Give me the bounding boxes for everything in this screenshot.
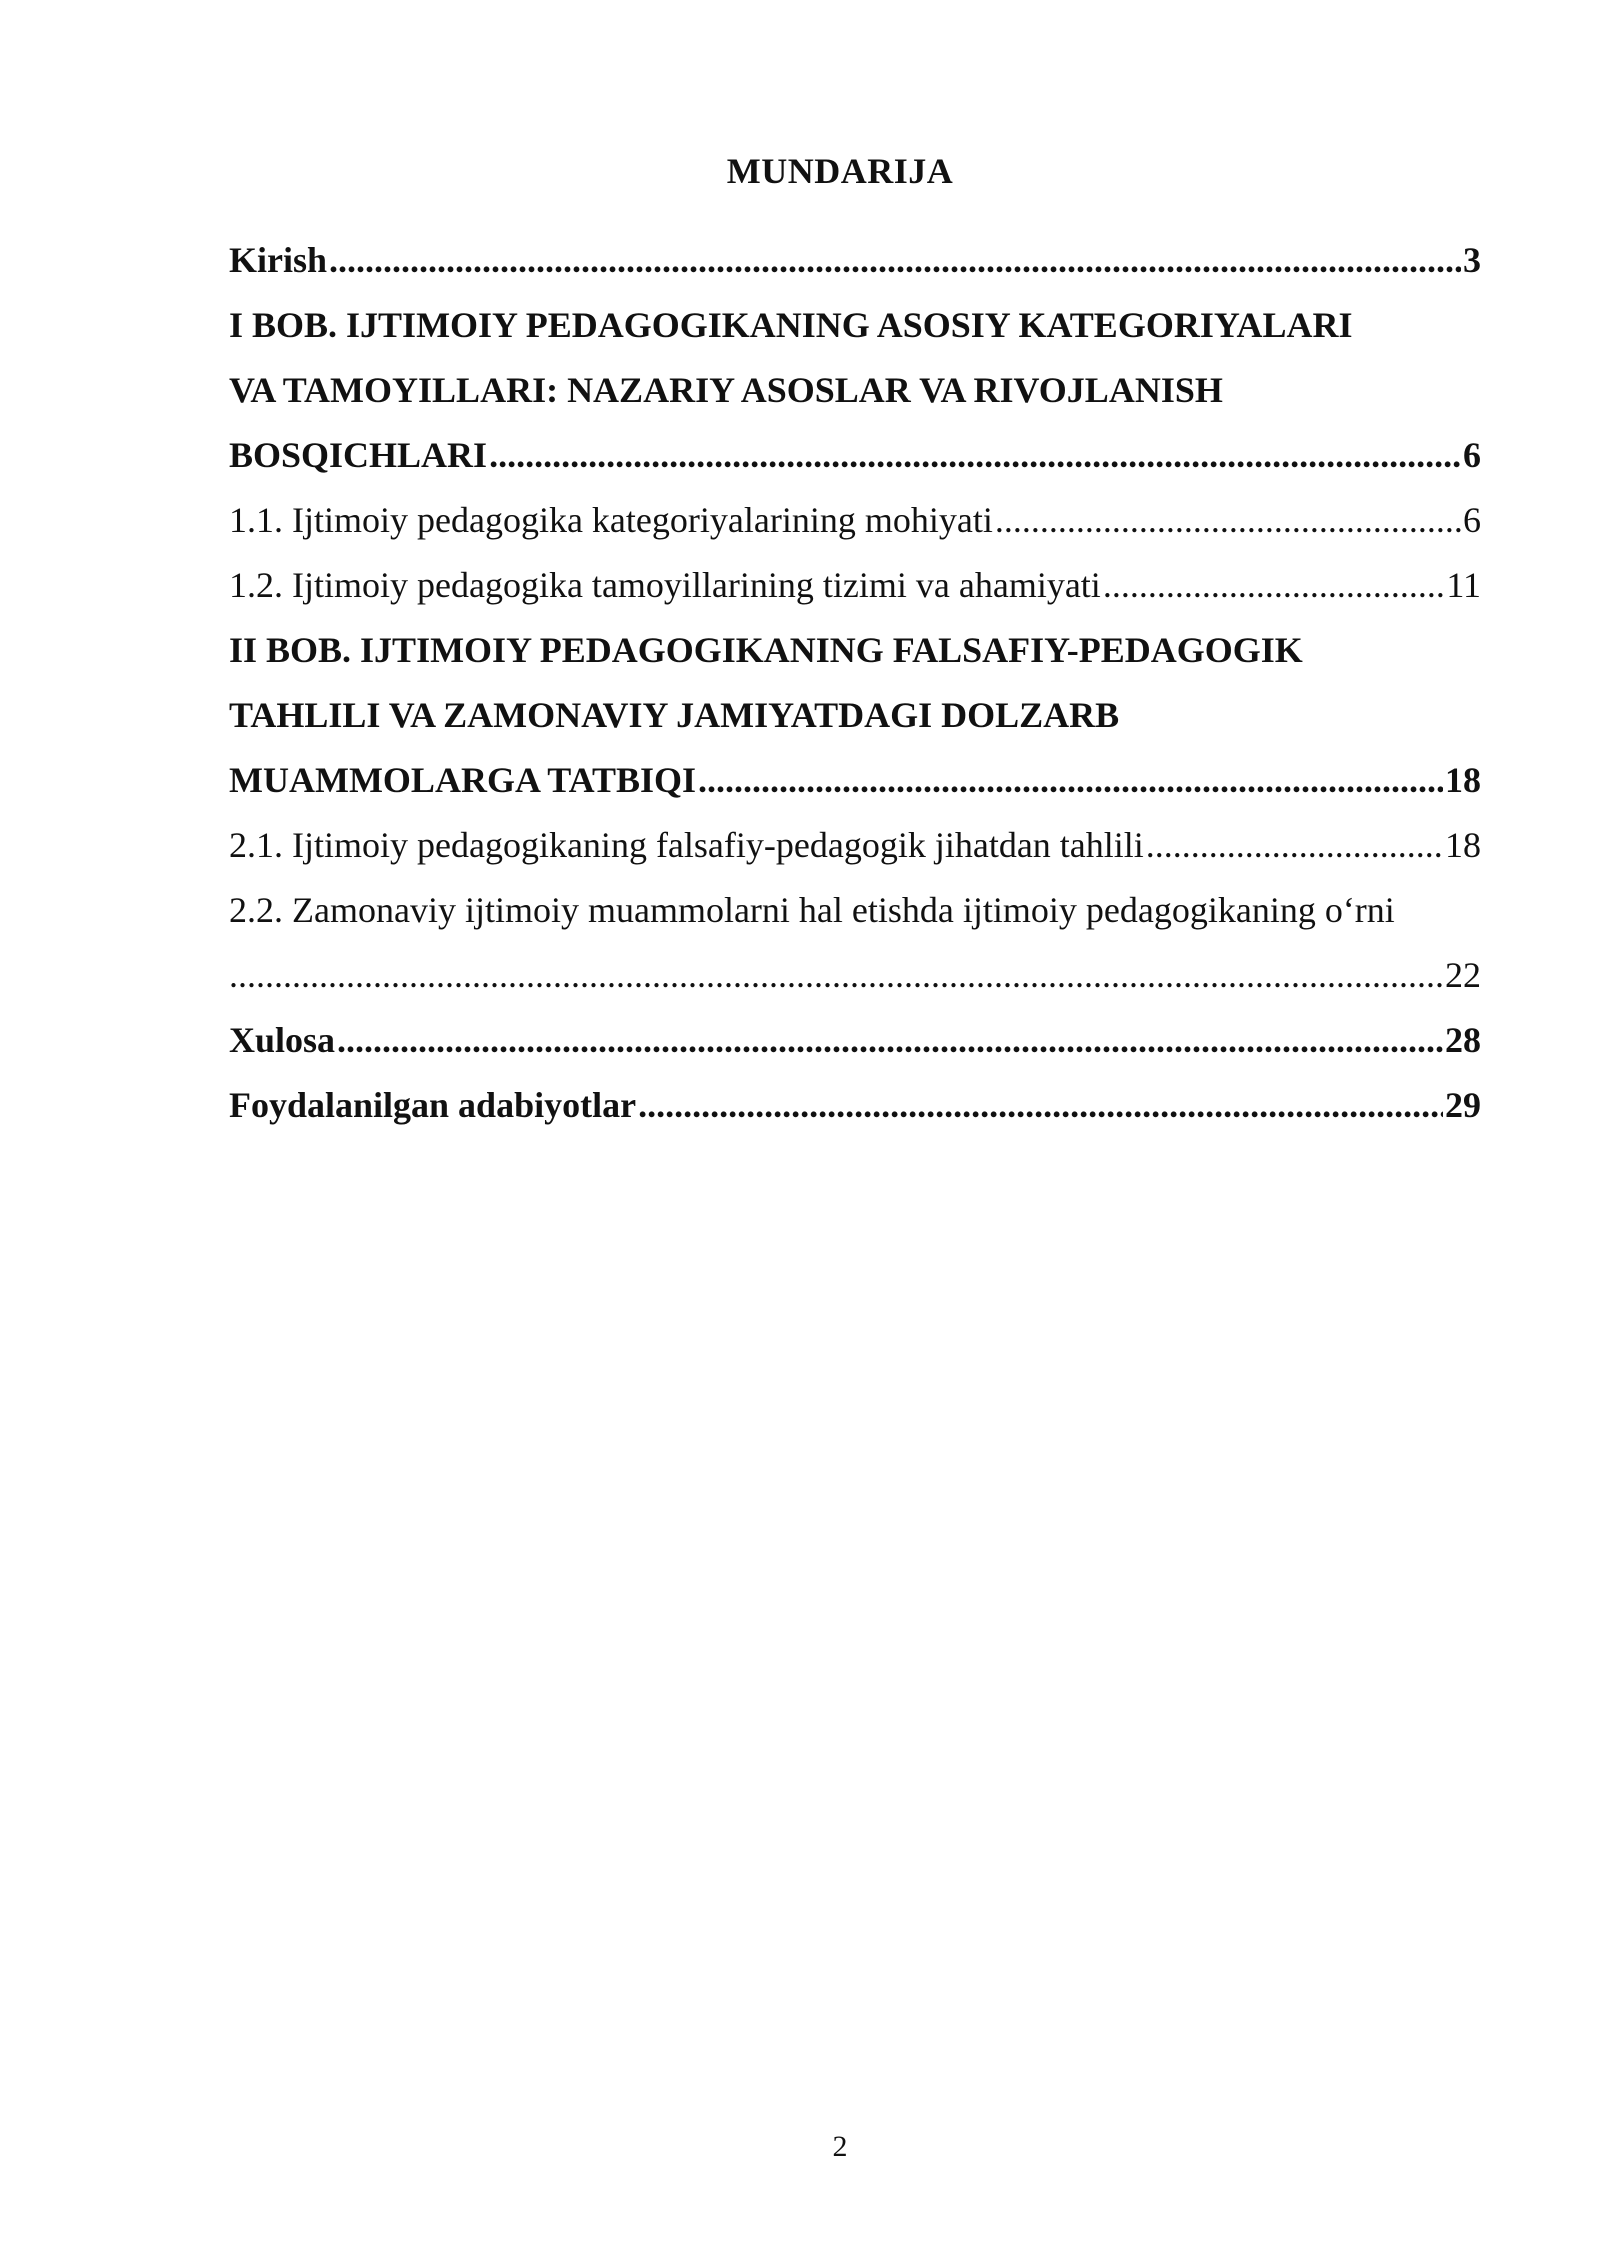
toc-entry-chapter-1[interactable] <box>229 293 1481 488</box>
toc-entry-label-line: MUAMMOLARGA TATBIQI <box>229 760 697 800</box>
toc-entry-kirish[interactable] <box>229 228 1481 293</box>
toc-leader-dots <box>1103 553 1445 618</box>
toc-entry-label: 2.2. Zamonaviy ijtimoiy muammolarni hal etishda ijtimoiy pedagogikaning o‘rni <box>229 890 1395 930</box>
toc-leader-dots <box>329 228 1461 293</box>
toc-leader-dots <box>229 943 1443 1008</box>
toc-entry-label: Xulosa <box>229 1020 336 1060</box>
toc-entry-label-line: TAHLILI VA ZAMONAVIY JAMIYATDAGI DOLZARB <box>229 695 1120 735</box>
toc-page-number: 29 <box>1445 1085 1481 1125</box>
page-number: 2 <box>832 2130 848 2163</box>
toc-page-number: 3 <box>1463 240 1481 280</box>
toc-entry-section-1-1[interactable] <box>229 488 1481 553</box>
toc-page-number: 18 <box>1445 825 1481 865</box>
table-of-contents <box>229 228 1481 1138</box>
toc-leader-dots <box>489 423 1461 488</box>
toc-entry-label: Foydalanilgan adabiyotlar <box>229 1085 637 1125</box>
toc-entry-label-line: BOSQICHLARI <box>229 435 488 475</box>
page-title: MUNDARIJA <box>726 151 954 191</box>
toc-page-number: 18 <box>1445 760 1481 800</box>
toc-leader-dots <box>638 1073 1443 1138</box>
toc-entry-label-line: I BOB. IJTIMOIY PEDAGOGIKANING ASOSIY KATEGORIYALARI <box>229 305 1353 345</box>
toc-entry-label: 2.1. Ijtimoiy pedagogikaning falsafiy-pedagogik jihatdan tahlili <box>229 825 1144 865</box>
toc-entry-label: 1.1. Ijtimoiy pedagogika kategoriyalarining mohiyati <box>229 500 993 540</box>
toc-entry-section-2-1[interactable] <box>229 813 1481 878</box>
toc-entry-label: Kirish <box>229 240 328 280</box>
toc-page-number: 11 <box>1446 565 1481 605</box>
toc-entry-section-1-2[interactable] <box>229 553 1481 618</box>
toc-leader-dots <box>1146 813 1443 878</box>
toc-entry-adabiyotlar[interactable] <box>229 1073 1481 1138</box>
toc-entry-label-line: II BOB. IJTIMOIY PEDAGOGIKANING FALSAFIY-PEDAGOGIK <box>229 630 1303 670</box>
toc-page-number: 22 <box>1445 955 1481 995</box>
toc-entry-label-line: VA TAMOYILLARI: NAZARIY ASOSLAR VA RIVOJLANISH <box>229 370 1223 410</box>
toc-page-number: 6 <box>1463 435 1481 475</box>
toc-page-number: 6 <box>1463 500 1481 540</box>
toc-leader-dots <box>698 748 1443 813</box>
toc-entry-label: 1.2. Ijtimoiy pedagogika tamoyillarining tizimi va ahamiyati <box>229 565 1101 605</box>
toc-leader-dots <box>995 488 1461 553</box>
toc-page-number: 28 <box>1445 1020 1481 1060</box>
toc-entry-chapter-2[interactable] <box>229 618 1481 813</box>
toc-entry-xulosa[interactable] <box>229 1008 1481 1073</box>
toc-entry-section-2-2[interactable] <box>229 878 1481 1008</box>
toc-leader-dots <box>337 1008 1443 1073</box>
